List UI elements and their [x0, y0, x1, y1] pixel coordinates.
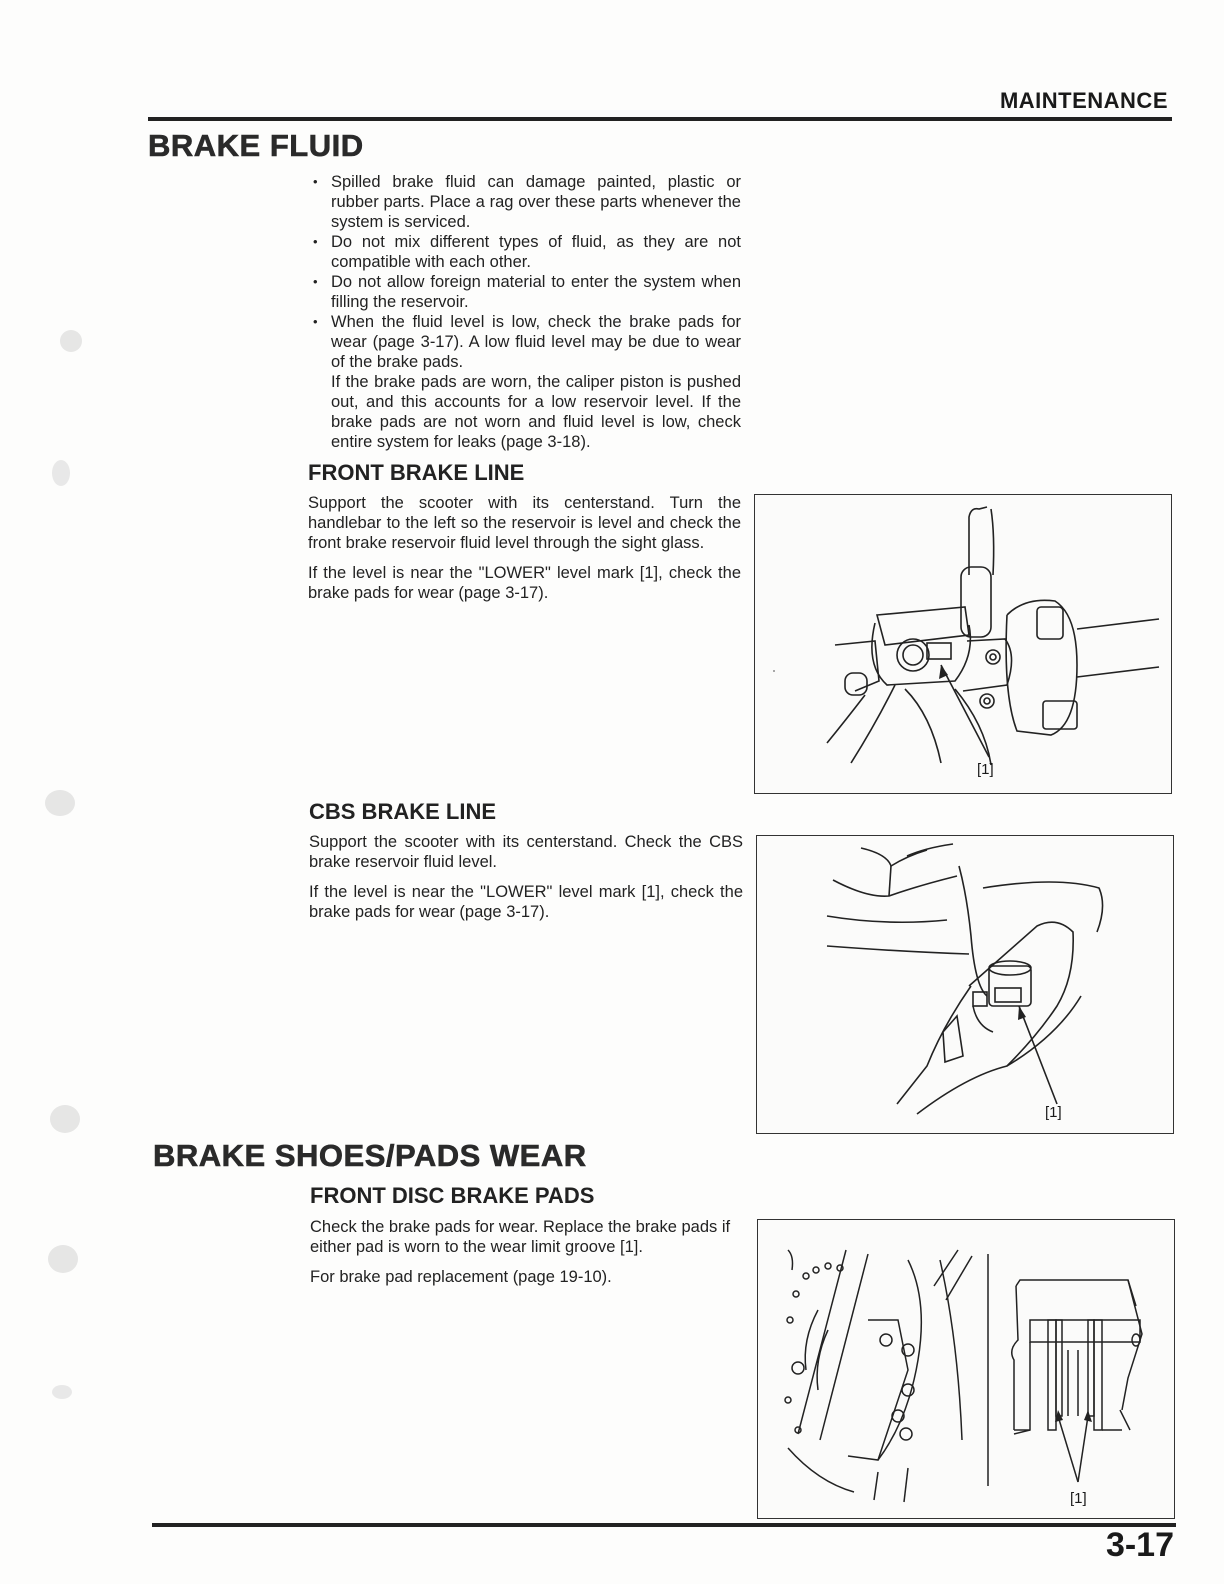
page-number: 3-17 — [1105, 1526, 1174, 1564]
front-disc-para2: For brake pad replacement (page 19-10). — [310, 1268, 612, 1286]
front-line-para2: If the level is near the "LOWER" level mark [1], check the brake pads for wear (page 3-17). — [308, 564, 741, 602]
front-disc-brake-pads-title: FRONT DISC BRAKE PADS — [310, 1183, 595, 1208]
brake-pads-title: BRAKE SHOES/PADS WEAR — [153, 1138, 587, 1173]
cbs-reservoir-illustration — [757, 836, 1173, 1133]
brake-fluid-title: BRAKE FLUID — [148, 128, 364, 163]
note-item: • Spilled brake fluid can damage painted, plastic or rubber parts. Place a rag over these parts whenever the system is serviced. — [309, 172, 741, 232]
front-disc-para1: Check the brake pads for wear. Replace the brake pads if either pad is worn to the wear limit groove [1]. — [310, 1218, 731, 1256]
footer-rule — [152, 1523, 1176, 1527]
cbs-brake-line-text — [309, 832, 743, 922]
section-header: MAINTENANCE — [999, 88, 1168, 113]
front-disc-brake-pads-text — [310, 1217, 746, 1287]
note-item — [309, 312, 741, 452]
cbs-line-para2: If the level is near the "LOWER" level mark [1], check the brake pads for wear (page 3-17). — [309, 883, 743, 921]
brake-pads-illustration — [758, 1220, 1174, 1518]
front-line-para1: Support the scooter with its centerstand. Turn the handlebar to the left so the reservoir is level and check the front brake reservoir fluid level through the sight glass. — [308, 494, 741, 552]
cbs-line-para1: Support the scooter with its centerstand. Check the CBS brake reservoir fluid level. — [309, 833, 743, 871]
header-rule — [148, 117, 1172, 121]
cbs-brake-line-title: CBS BRAKE LINE — [309, 799, 497, 824]
front-reservoir-figure — [754, 494, 1172, 794]
brake-pads-figure — [757, 1219, 1175, 1519]
note-item: • Do not allow foreign material to enter the system when filling the reservoir. — [309, 272, 741, 312]
front-brake-line-text — [308, 493, 741, 603]
note-text: When the fluid level is low, check the brake pads for wear (page 3-17). A low fluid level may be due to wear of the brake pads. — [331, 313, 741, 371]
note-continuation: If the brake pads are worn, the caliper piston is pushed out, and this accounts for a low reservoir level. If the brake pads are not worn and fluid level is low, check entire system for leaks (page 3-18). — [331, 373, 741, 451]
brake-fluid-notes — [309, 172, 741, 452]
note-item: • Do not mix different types of fluid, as they are not compatible with each other. — [309, 232, 741, 272]
cbs-figure-callout: [1] — [1045, 1104, 1062, 1121]
cbs-reservoir-figure — [756, 835, 1174, 1134]
pads-figure-callout: [1] — [1070, 1490, 1087, 1507]
front-reservoir-illustration — [755, 495, 1171, 793]
front-brake-line-title: FRONT BRAKE LINE — [308, 460, 525, 485]
front-figure-callout: [1] — [977, 761, 994, 778]
